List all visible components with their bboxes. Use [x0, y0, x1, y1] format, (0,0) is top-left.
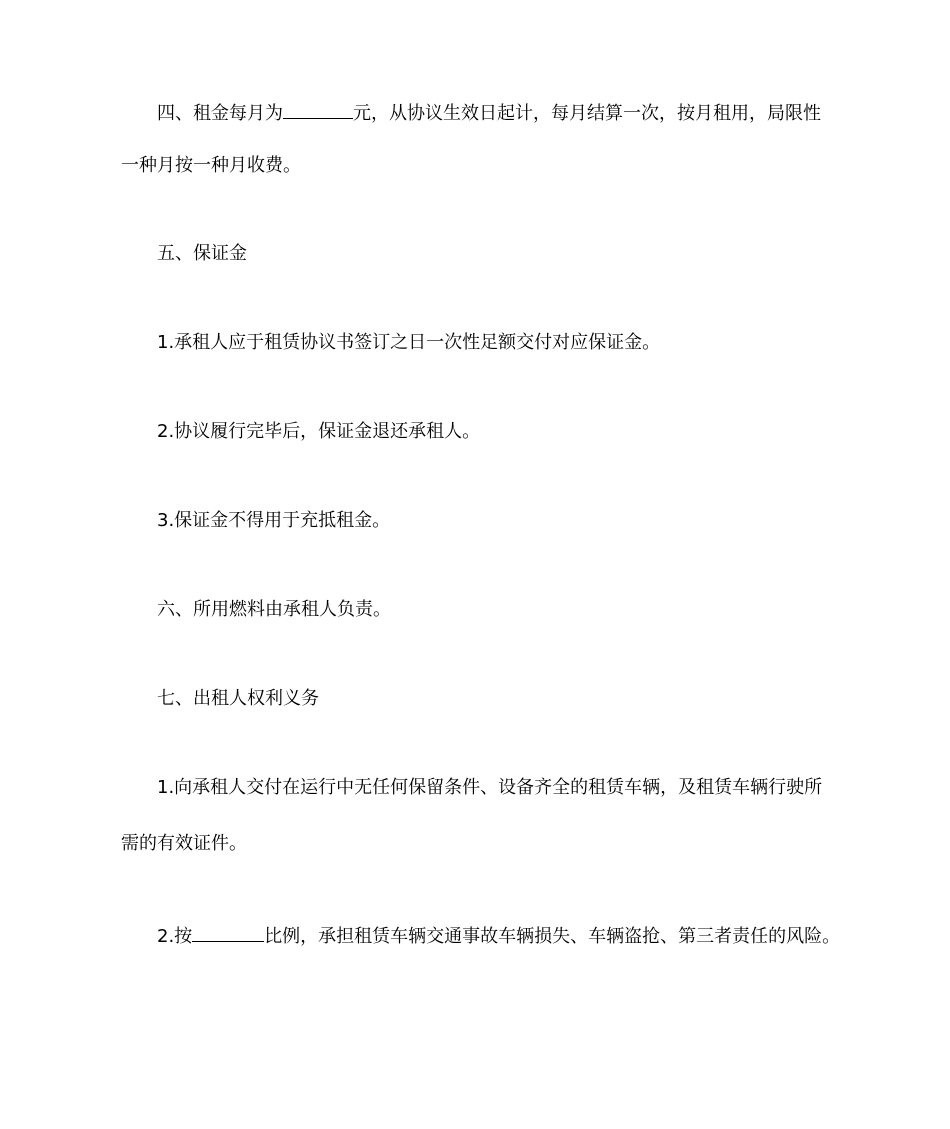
- clause-4-line-2: 一种月按一种月收费。: [121, 155, 301, 176]
- rent-amount-blank[interactable]: [283, 98, 353, 119]
- clause-5-item-1: 1.承租人应于租赁协议书签订之日一次性足额交付对应保证金。: [157, 332, 661, 353]
- clause-7-item-2-text-before-blank: 2.按: [157, 926, 193, 947]
- clause-7-item-1-line-1: 1.向承租人交付在运行中无任何保留条件、设备齐全的租赁车辆，及租赁车辆行驶所: [157, 777, 823, 798]
- clause-4-text-after-blank: 元，从协议生效日起计，每月结算一次，按月租用，局限性: [353, 103, 821, 124]
- clause-6-text: 六、所用燃料由承租人负责。: [157, 599, 391, 620]
- clause-5-item-3: 3.保证金不得用于充抵租金。: [157, 510, 391, 531]
- clause-7-item-1-line-2: 需的有效证件。: [121, 833, 247, 854]
- clause-7-item-2: [157, 921, 877, 949]
- clause-4-text-before-blank: 四、租金每月为: [157, 103, 283, 124]
- clause-5-item-2: 2.协议履行完毕后，保证金退还承租人。: [157, 421, 481, 442]
- clause-4-line-1: [157, 98, 877, 126]
- liability-ratio-blank[interactable]: [192, 921, 264, 942]
- clause-5-heading: 五、保证金: [157, 243, 247, 264]
- clause-7-heading: 七、出租人权利义务: [157, 688, 319, 709]
- clause-7-item-2-text-after-blank: 比例，承担租赁车辆交通事故车辆损失、车辆盗抢、第三者责任的风险。: [264, 926, 841, 947]
